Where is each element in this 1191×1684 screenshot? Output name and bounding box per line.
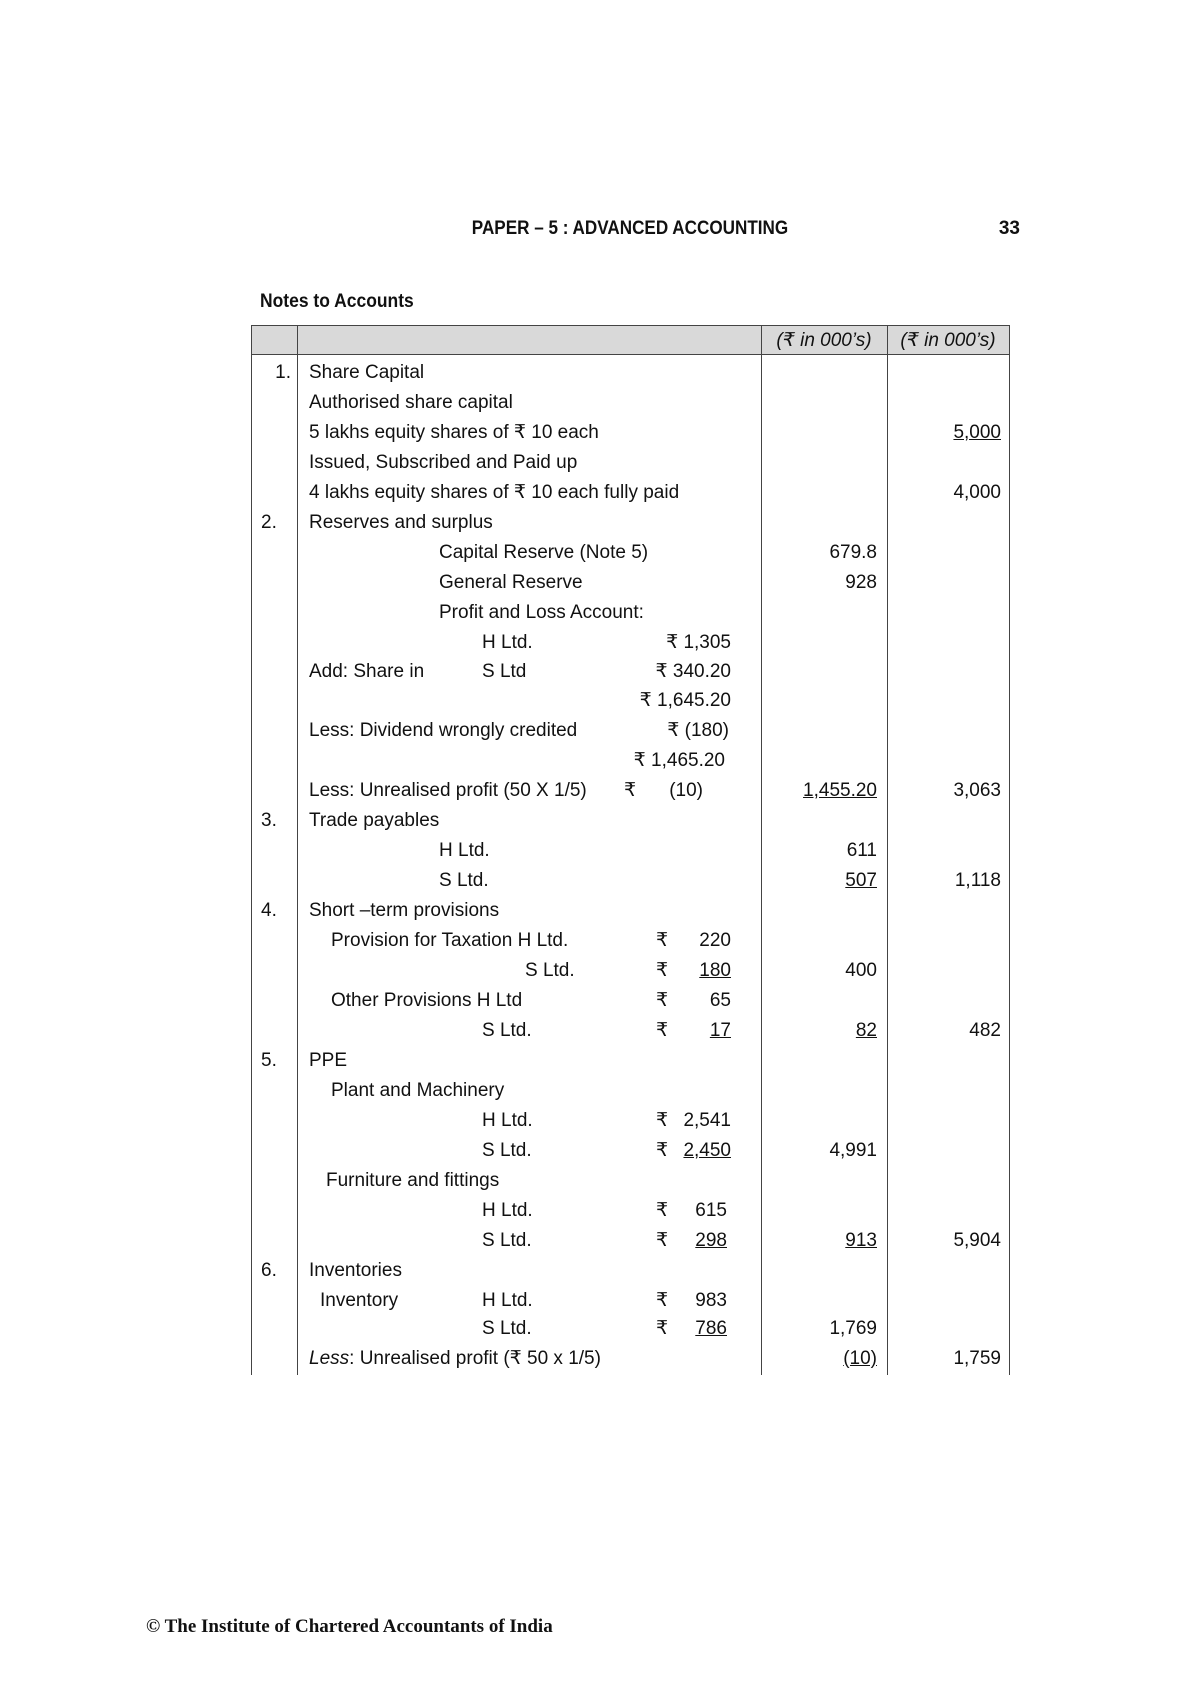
- amount: 615: [695, 1200, 727, 1221]
- col2-value: 4,000: [953, 482, 1001, 503]
- note-label: Capital Reserve (Note 5): [439, 542, 649, 563]
- amount: 180: [699, 960, 731, 981]
- footer-copyright: © The Institute of Chartered Accountants of India: [146, 1616, 553, 1637]
- currency: ₹: [656, 1290, 669, 1311]
- sub-label: H Ltd.: [482, 632, 533, 653]
- page-number: 33: [998, 218, 1020, 239]
- note-label-rest: : Unrealised profit (₹ 50 x 1/5): [349, 1348, 601, 1369]
- note-label: Profit and Loss Account:: [439, 602, 644, 623]
- sub-label: S Ltd.: [482, 1318, 532, 1339]
- col2-value: 1,118: [954, 870, 1001, 891]
- col-header-1: (₹ in 000’s): [776, 330, 872, 351]
- note-number: 5.: [261, 1050, 277, 1071]
- note-label: Provision for Taxation H Ltd.: [331, 930, 569, 951]
- col1-value: (10): [843, 1348, 877, 1369]
- amount: 17: [709, 1020, 731, 1041]
- note-label: Inventory: [320, 1290, 399, 1311]
- note-label: Other Provisions H Ltd: [331, 990, 523, 1011]
- note-label: General Reserve: [439, 572, 583, 593]
- amount: 298: [695, 1230, 727, 1251]
- col1-value: 1,455.20: [803, 780, 877, 801]
- amount: ₹ 340.20: [655, 661, 731, 682]
- sub-label: H Ltd.: [482, 1110, 533, 1131]
- amount: 983: [695, 1290, 727, 1311]
- note-label-italic: Less: [309, 1348, 350, 1369]
- col-header-2: (₹ in 000’s): [900, 330, 996, 351]
- amount: ₹ 1,465.20: [633, 750, 725, 771]
- col1-value: 4,991: [829, 1140, 877, 1161]
- col2-value: 5,904: [953, 1230, 1001, 1251]
- currency: ₹: [656, 960, 669, 981]
- note-label: Share Capital: [309, 362, 425, 383]
- sub-label: H Ltd.: [439, 840, 490, 861]
- col1-value: 507: [845, 870, 877, 891]
- col1-value: 82: [855, 1020, 877, 1041]
- note-label: Add: Share in: [309, 661, 425, 682]
- currency: ₹: [656, 1020, 669, 1041]
- col2-value: 482: [969, 1020, 1001, 1041]
- currency: ₹: [656, 930, 669, 951]
- amount: 2,541: [683, 1110, 731, 1131]
- amount: 220: [699, 930, 731, 951]
- note-label: Authorised share capital: [309, 392, 513, 413]
- note-number: 1.: [275, 362, 291, 383]
- currency: ₹: [656, 1110, 669, 1131]
- table-border-right: [1009, 325, 1010, 1375]
- currency: ₹: [656, 1230, 669, 1251]
- note-label: Plant and Machinery: [331, 1080, 505, 1101]
- note-label: 4 lakhs equity shares of ₹ 10 each fully paid: [309, 482, 680, 503]
- currency: ₹: [656, 990, 669, 1011]
- amount: 2,450: [683, 1140, 731, 1161]
- table-border-left: [251, 325, 252, 1375]
- col1-value: 1,769: [829, 1318, 877, 1339]
- amount: ₹ (180): [667, 720, 729, 741]
- sub-label: S Ltd.: [482, 1230, 532, 1251]
- section-title: Notes to Accounts: [260, 291, 414, 312]
- col1-value: 400: [845, 960, 877, 981]
- col2-value: 3,063: [953, 780, 1001, 801]
- notes-table: [251, 325, 1010, 1375]
- currency: ₹: [656, 1140, 669, 1161]
- currency: ₹: [656, 1200, 669, 1221]
- col2-value: 1,759: [953, 1348, 1001, 1369]
- note-label: Less: Dividend wrongly credited: [309, 720, 578, 741]
- col2-value: 5,000: [953, 422, 1001, 443]
- amount: ₹ 1,305: [666, 632, 731, 653]
- amount: ₹ 1,645.20: [639, 690, 731, 711]
- table-divider-col2: [887, 325, 888, 1375]
- col1-value: 913: [845, 1230, 877, 1251]
- sub-label: S Ltd.: [439, 870, 489, 891]
- note-label: Inventories: [309, 1260, 402, 1281]
- col1-value: 611: [846, 840, 877, 861]
- note-label: PPE: [309, 1050, 348, 1071]
- sub-label: S Ltd.: [482, 1020, 532, 1041]
- sub-label: S Ltd.: [525, 960, 575, 981]
- col1-value: 928: [845, 572, 877, 593]
- amount: 65: [709, 990, 731, 1011]
- sub-label: H Ltd.: [482, 1200, 533, 1221]
- amount: 786: [695, 1318, 727, 1339]
- note-number: 3.: [261, 810, 277, 831]
- col1-value: 679.8: [829, 542, 877, 563]
- note-label: Reserves and surplus: [309, 512, 493, 533]
- currency: ₹: [624, 780, 637, 801]
- table-divider-number: [297, 325, 298, 1375]
- note-number: 4.: [261, 900, 277, 921]
- amount: (10): [669, 780, 703, 801]
- sub-label: H Ltd.: [482, 1290, 533, 1311]
- table-divider-col1: [761, 325, 762, 1375]
- note-label: Short –term provisions: [309, 900, 500, 921]
- note-label: Less: Unrealised profit (50 X 1/5): [309, 780, 587, 801]
- page-header-title: PAPER – 5 : ADVANCED ACCOUNTING: [471, 218, 789, 239]
- note-number: 6.: [261, 1260, 277, 1281]
- note-label: 5 lakhs equity shares of ₹ 10 each: [309, 422, 599, 443]
- note-label: Furniture and fittings: [326, 1170, 500, 1191]
- currency: ₹: [656, 1318, 669, 1339]
- note-label: Trade payables: [309, 810, 440, 831]
- note-number: 2.: [261, 512, 277, 533]
- note-label: [309, 1348, 601, 1370]
- note-label: Issued, Subscribed and Paid up: [309, 452, 578, 473]
- sub-label: S Ltd.: [482, 1140, 532, 1161]
- sub-label: S Ltd: [482, 661, 527, 682]
